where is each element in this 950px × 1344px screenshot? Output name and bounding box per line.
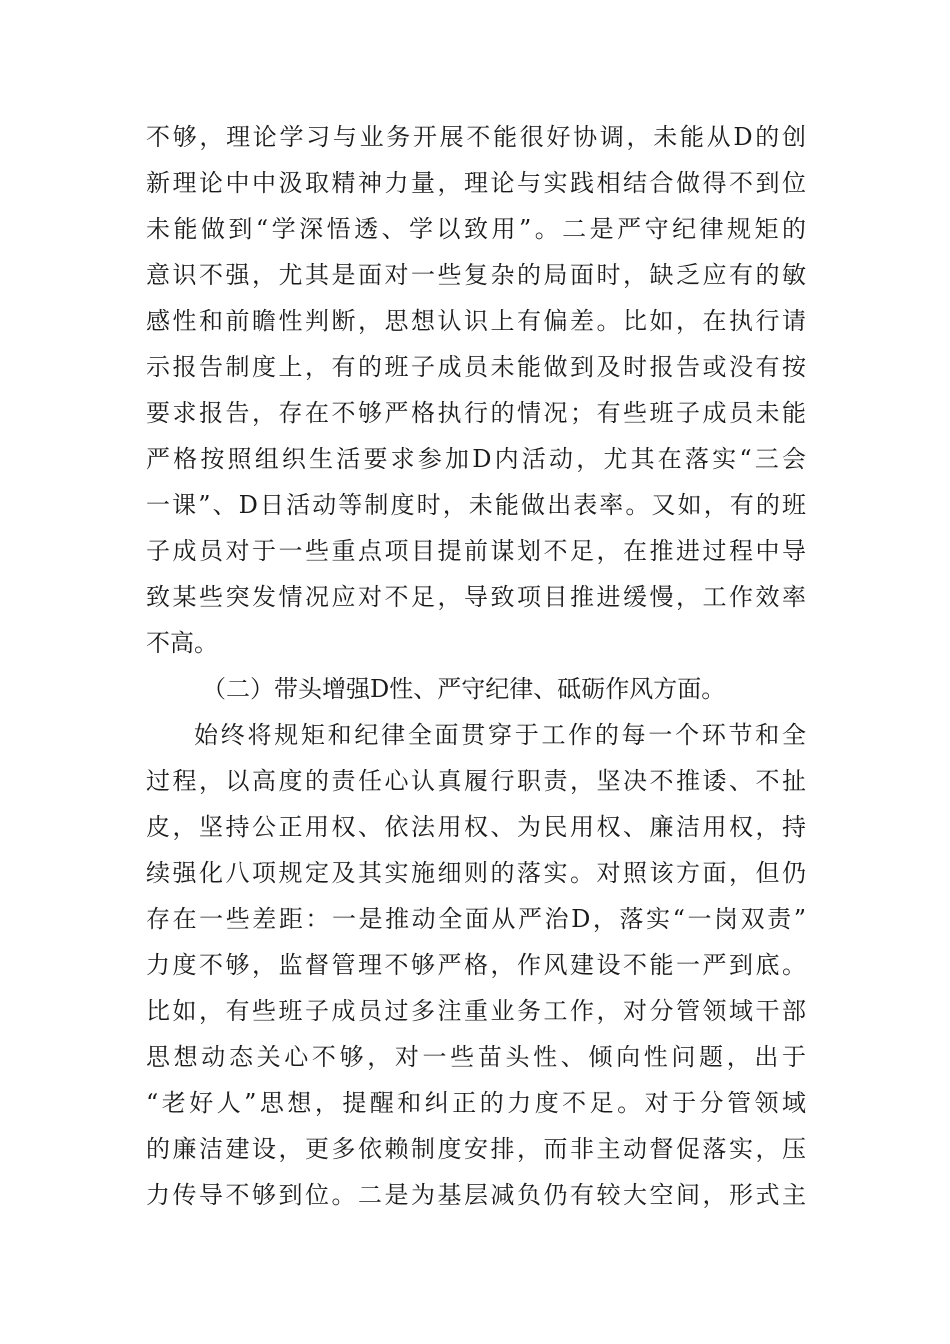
paragraph-1-line: 要求报告，存在不够严格执行的情况；有些班子成员未能 <box>146 399 806 427</box>
paragraph-2-line: 力传导不够到位。二是为基层减负仍有较大空间，形式主 <box>146 1181 806 1209</box>
paragraph-1-line: 一课”、D日活动等制度时，未能做出表率。又如，有的班 <box>146 491 806 519</box>
paragraph-2-line: 力度不够，监督管理不够严格，作风建设不能一严到底。 <box>146 951 806 979</box>
paragraph-2-line: 过程，以高度的责任心认真履行职责，坚决不推诿、不扯 <box>146 767 806 795</box>
paragraph-2-line: “老好人”思想，提醒和纠正的力度不足。对于分管领域 <box>146 1089 806 1117</box>
paragraph-1-line: 示报告制度上，有的班子成员未能做到及时报告或没有按 <box>146 353 806 381</box>
paragraph-2-line: 始终将规矩和纪律全面贯穿于工作的每一个环节和全 <box>194 721 806 749</box>
section-heading: （二）带头增强D性、严守纪律、砥砺作风方面。 <box>202 675 726 703</box>
paragraph-1-line: 子成员对于一些重点项目提前谋划不足，在推进过程中导 <box>146 537 806 565</box>
paragraph-2-line: 皮，坚持公正用权、依法用权、为民用权、廉洁用权，持 <box>146 813 806 841</box>
paragraph-1-line: 不高。 <box>146 629 218 657</box>
paragraph-1-line: 新理论中中汲取精神力量，理论与实践相结合做得不到位 <box>146 169 806 197</box>
paragraph-2-line: 的廉洁建设，更多依赖制度安排，而非主动督促落实，压 <box>146 1135 806 1163</box>
paragraph-1-line: 不够，理论学习与业务开展不能很好协调，未能从D的创 <box>146 123 806 151</box>
paragraph-2-line: 比如，有些班子成员过多注重业务工作，对分管领域干部 <box>146 997 806 1025</box>
paragraph-2-line: 思想动态关心不够，对一些苗头性、倾向性问题，出于 <box>146 1043 806 1071</box>
paragraph-2-line: 续强化八项规定及其实施细则的落实。对照该方面，但仍 <box>146 859 806 887</box>
paragraph-1-line: 未能做到“学深悟透、学以致用”。二是严守纪律规矩的 <box>146 215 806 243</box>
paragraph-1-line: 严格按照组织生活要求参加D内活动，尤其在落实“三会 <box>146 445 806 473</box>
paragraph-1-line: 感性和前瞻性判断，思想认识上有偏差。比如，在执行请 <box>146 307 806 335</box>
paragraph-2-line: 存在一些差距：一是推动全面从严治D，落实“一岗双责” <box>146 905 806 933</box>
paragraph-1-line: 意识不强，尤其是面对一些复杂的局面时，缺乏应有的敏 <box>146 261 806 289</box>
paragraph-1-line: 致某些突发情况应对不足，导致项目推进缓慢，工作效率 <box>146 583 806 611</box>
